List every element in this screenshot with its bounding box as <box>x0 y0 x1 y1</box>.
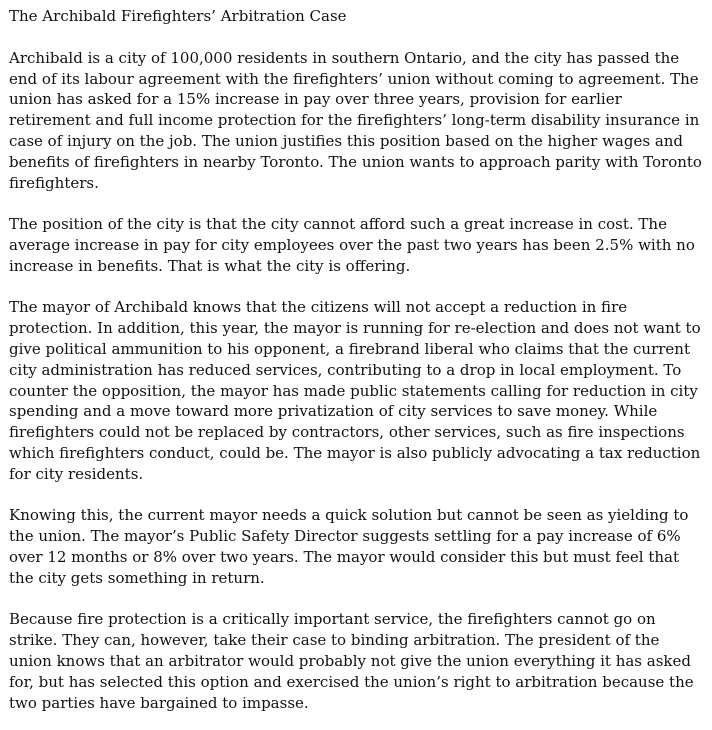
paragraph-mayor-politics: The mayor of Archibald knows that the citizens will not accept a reduction in fire protection. In addition, this year, the mayor is running for re-election and does not want to give political ammunition to his opponent, a firebrand liberal who claims that the current city administration has reduced services, contributing to a drop in local employment. To counter the opposition, the mayor has made public statements calling for reduction in city spending and a move toward more privatization of city services to save money. While firefighters could not be replaced by contractors, other services, such as fire inspections which firefighters conduct, could be. The mayor is also publicly advocating a tax reduction for city residents. <box>9 298 701 483</box>
paragraph-city-position: The position of the city is that the city cannot afford such a great increase in cost. The average increase in pay for city employees over the past two years has been 2.5% with no increase in benefits. That is what the city is offering. <box>9 215 695 275</box>
paragraph-arbitration: Because fire protection is a critically important service, the firefighters cannot go on strike. They can, however, take their case to binding arbitration. The president of the union knows that an arbitrator would probably not give the union everything it has asked for, but has selected this option and exercised the union’s right to arbitration because the two parties have bargained to impasse. <box>9 610 694 712</box>
document-title: The Archibald Firefighters’ Arbitration Case <box>9 7 347 25</box>
paragraph-union-demands: Archibald is a city of 100,000 residents in southern Ontario, and the city has passed the end of its labour agreement with the firefighters’ union without coming to agreement. The union has asked for a 15% increase in pay over three years, provision for earlier retirement and full income protection for the firefighters’ long-term disability insurance in case of injury on the job. The union justifies this position based on the higher wages and benefits of firefighters in nearby Toronto. The union wants to approach parity with Toronto firefighters. <box>9 48 702 192</box>
paragraph-mayor-solution: Knowing this, the current mayor needs a quick solution but cannot be seen as yielding to the union. The mayor’s Public Safety Director suggests settling for a pay increase of 6% over 12 months or 8% over two years. The mayor would consider this but must feel that the city gets something in return. <box>9 506 689 587</box>
